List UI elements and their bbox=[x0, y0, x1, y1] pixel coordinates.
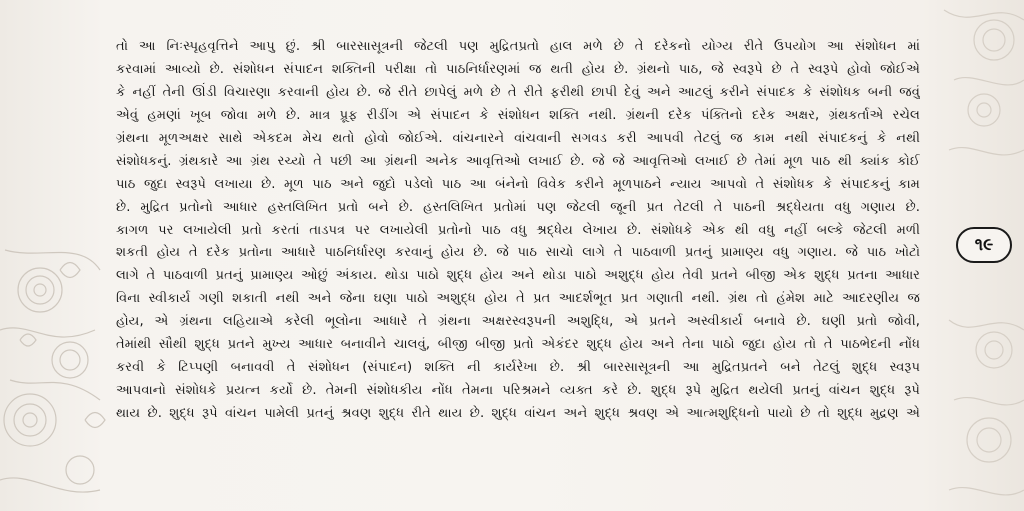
text-line: શકતી હોય તે દરેક પ્રતોના આધારે પાઠનિર્ધારણ કરવાનું હોય છે. જે પાઠ સાચો લાગે તે પાઠવાળી પ્રતનું પ્રામાણ્ય વધુ ગણાય. જે પાઠ ખોટો bbox=[116, 245, 920, 261]
floral-ornament-right-bottom-icon bbox=[944, 300, 1024, 511]
body-text bbox=[116, 36, 920, 426]
text-line: તેમાંથી સૌથી શુદ્ધ પ્રતને મુખ્ય આધાર બનાવીને ચાલવું, બીજી બીજી પ્રતો એકંદર શુદ્ધ હોય અને તેના પાઠો જુદા હોય તો તે પાઠભેદની નોંધ bbox=[116, 337, 920, 353]
text-line: વિના સ્વીકાર્ય ગણી શકાતી નથી અને જેના ઘણા પાઠો અશુદ્ધ હોય તે પ્રત આદર્શભૂત પ્રત ગણાતી નથી. ગ્રંથ તો હંમેશ માટે આદરણીય જ bbox=[116, 291, 920, 307]
text-line: કરવામાં આવ્યો છે. સંશોધન સંપાદન શક્તિની પરીક્ષા તો પાઠનિર્ધારણમાં જ થતી હોય છે. ગ્રંથનો પાઠ, જે સ્વરૂપે છે તે સ્વરૂપે હોવો જોઈએ bbox=[116, 61, 920, 77]
text-line: કે નહીં તેની ઊંડી વિચારણા કરવાની હોય છે. જે રીતે છાપેલું મળે છે તે રીતે ફરીથી છાપી દેવું અને આટલું કરીને સંપાદક કે સંશોધક બની જવું bbox=[116, 84, 920, 100]
text-line: કાગળ પર લખાયેલી પ્રતો કરતાં તાડપત્ર પર લખાયેલી પ્રતોનો પાઠ વધુ શ્રદ્ધેય લેખાય છે. સંશોધકે એક થી વધુ નહીં બલ્કે જેટલી મળી bbox=[116, 222, 920, 238]
text-line: આપવાનો સંશોધકે પ્રયત્ન કર્યો છે. તેમની સંશોધકીય નોંધ તેમના પરિશ્રમને વ્યક્ત કરે છે. શુદ્ધ રૂપે મુદ્રિત થયેલી પ્રતનું વાંચન શુદ્ધ રૂપે bbox=[116, 383, 920, 399]
text-line: છે. મુદ્રિત પ્રતોનો આધાર હસ્તલિખિત પ્રતો બને છે. હસ્તલિખિત પ્રતોમાં પણ જેટલી જૂની પ્રત તેટલી તે પાઠની શ્રદ્ધેયતા વધુ ગણાય છે. bbox=[116, 199, 920, 215]
floral-ornament-right-top-icon bbox=[934, 0, 1024, 180]
text-line: થાય છે. શુદ્ધ રૂપે વાંચન પામેલી પ્રતનું શ્રવણ શુદ્ધ રીતે થાય છે. શુદ્ધ વાંચન અને શુદ્ધ શ્રવણ એ આત્મશુદ્ધિનો પાયો છે તો શુદ્ધ મુદ્રણ એ bbox=[116, 406, 920, 421]
page-number-badge: ૧૯ bbox=[956, 227, 1012, 263]
text-line: એવું હમણાં ખૂબ જોવા મળે છે. માત્ર પ્રૂફ રીડીંગ એ સંપાદન કે સંશોધન શક્તિ નથી. ગ્રંથની દરેક પંક્તિનો દરેક અક્ષર, ગ્રંથકર્તાએ રચેલ bbox=[116, 107, 920, 123]
floral-ornament-left-icon bbox=[0, 230, 110, 511]
text-line: કરવી કે ટિપ્પણી બનાવવી તે સંશોધન (સંપાદન) શક્તિ ની કાર્યરેખા છે. શ્રી બારસાસૂત્રની આ મુદ્રિતપ્રતને બને તેટલું શુદ્ધ સ્વરૂપ bbox=[116, 360, 920, 376]
text-line: લાગે તે પાઠવાળી પ્રતનું પ્રામાણ્ય ઓછું અંકાય. થોડા પાઠો શુદ્ધ હોય અને થોડા પાઠો અશુદ્ધ હોય તેવી પ્રતને બીજી એક શુદ્ધ પ્રતના આધાર bbox=[116, 268, 920, 284]
text-line: સંશોધકનું. ગ્રંથકારે આ ગ્રંથ રચ્યો તે પછી આ ગ્રંથની અનેક આવૃત્તિઓ લખાઈ છે. જે જે આવૃત્તિઓ લખાઈ છે તેમાં મૂળ પાઠ થી ક્યાંક કોઈ bbox=[116, 153, 920, 169]
text-line: ગ્રંથના મૂળઅક્ષર સાથે એકદમ મેચ થતો હોવો જોઈએ. વાંચનારને વાંચવાની સગવડ કરી આપવી તેટલું જ કામ નથી સંપાદકનું કે નથી bbox=[116, 130, 920, 146]
text-line: હોય, એ ગ્રંથના લહિયાએ કરેલી ભૂલોના આધારે તે ગ્રંથના અક્ષરસ્વરૂપની અશુદ્ધિ, એ પ્રતને અસ્વીકાર્ય બનાવે છે. ઘણી પ્રતો જોવી, bbox=[116, 314, 920, 330]
text-line: પાઠ જુદા સ્વરૂપે લખાયા છે. મૂળ પાઠ અને જુદો પડેલો પાઠ આ બંનેનો વિવેક કરીને મૂળપાઠને ન્યાય આપવો તે સંશોધક કે સંપાદકનું કામ bbox=[116, 176, 920, 192]
text-line: તો આ નિઃસ્પૃહવૃત્તિને આપુ છું. શ્રી બારસાસૂત્રની જેટલી પણ મુદ્રિતપ્રતો હાલ મળે છે તે દરેકનો યોગ્ય રીતે ઉપયોગ આ સંશોધન માં bbox=[116, 39, 920, 54]
